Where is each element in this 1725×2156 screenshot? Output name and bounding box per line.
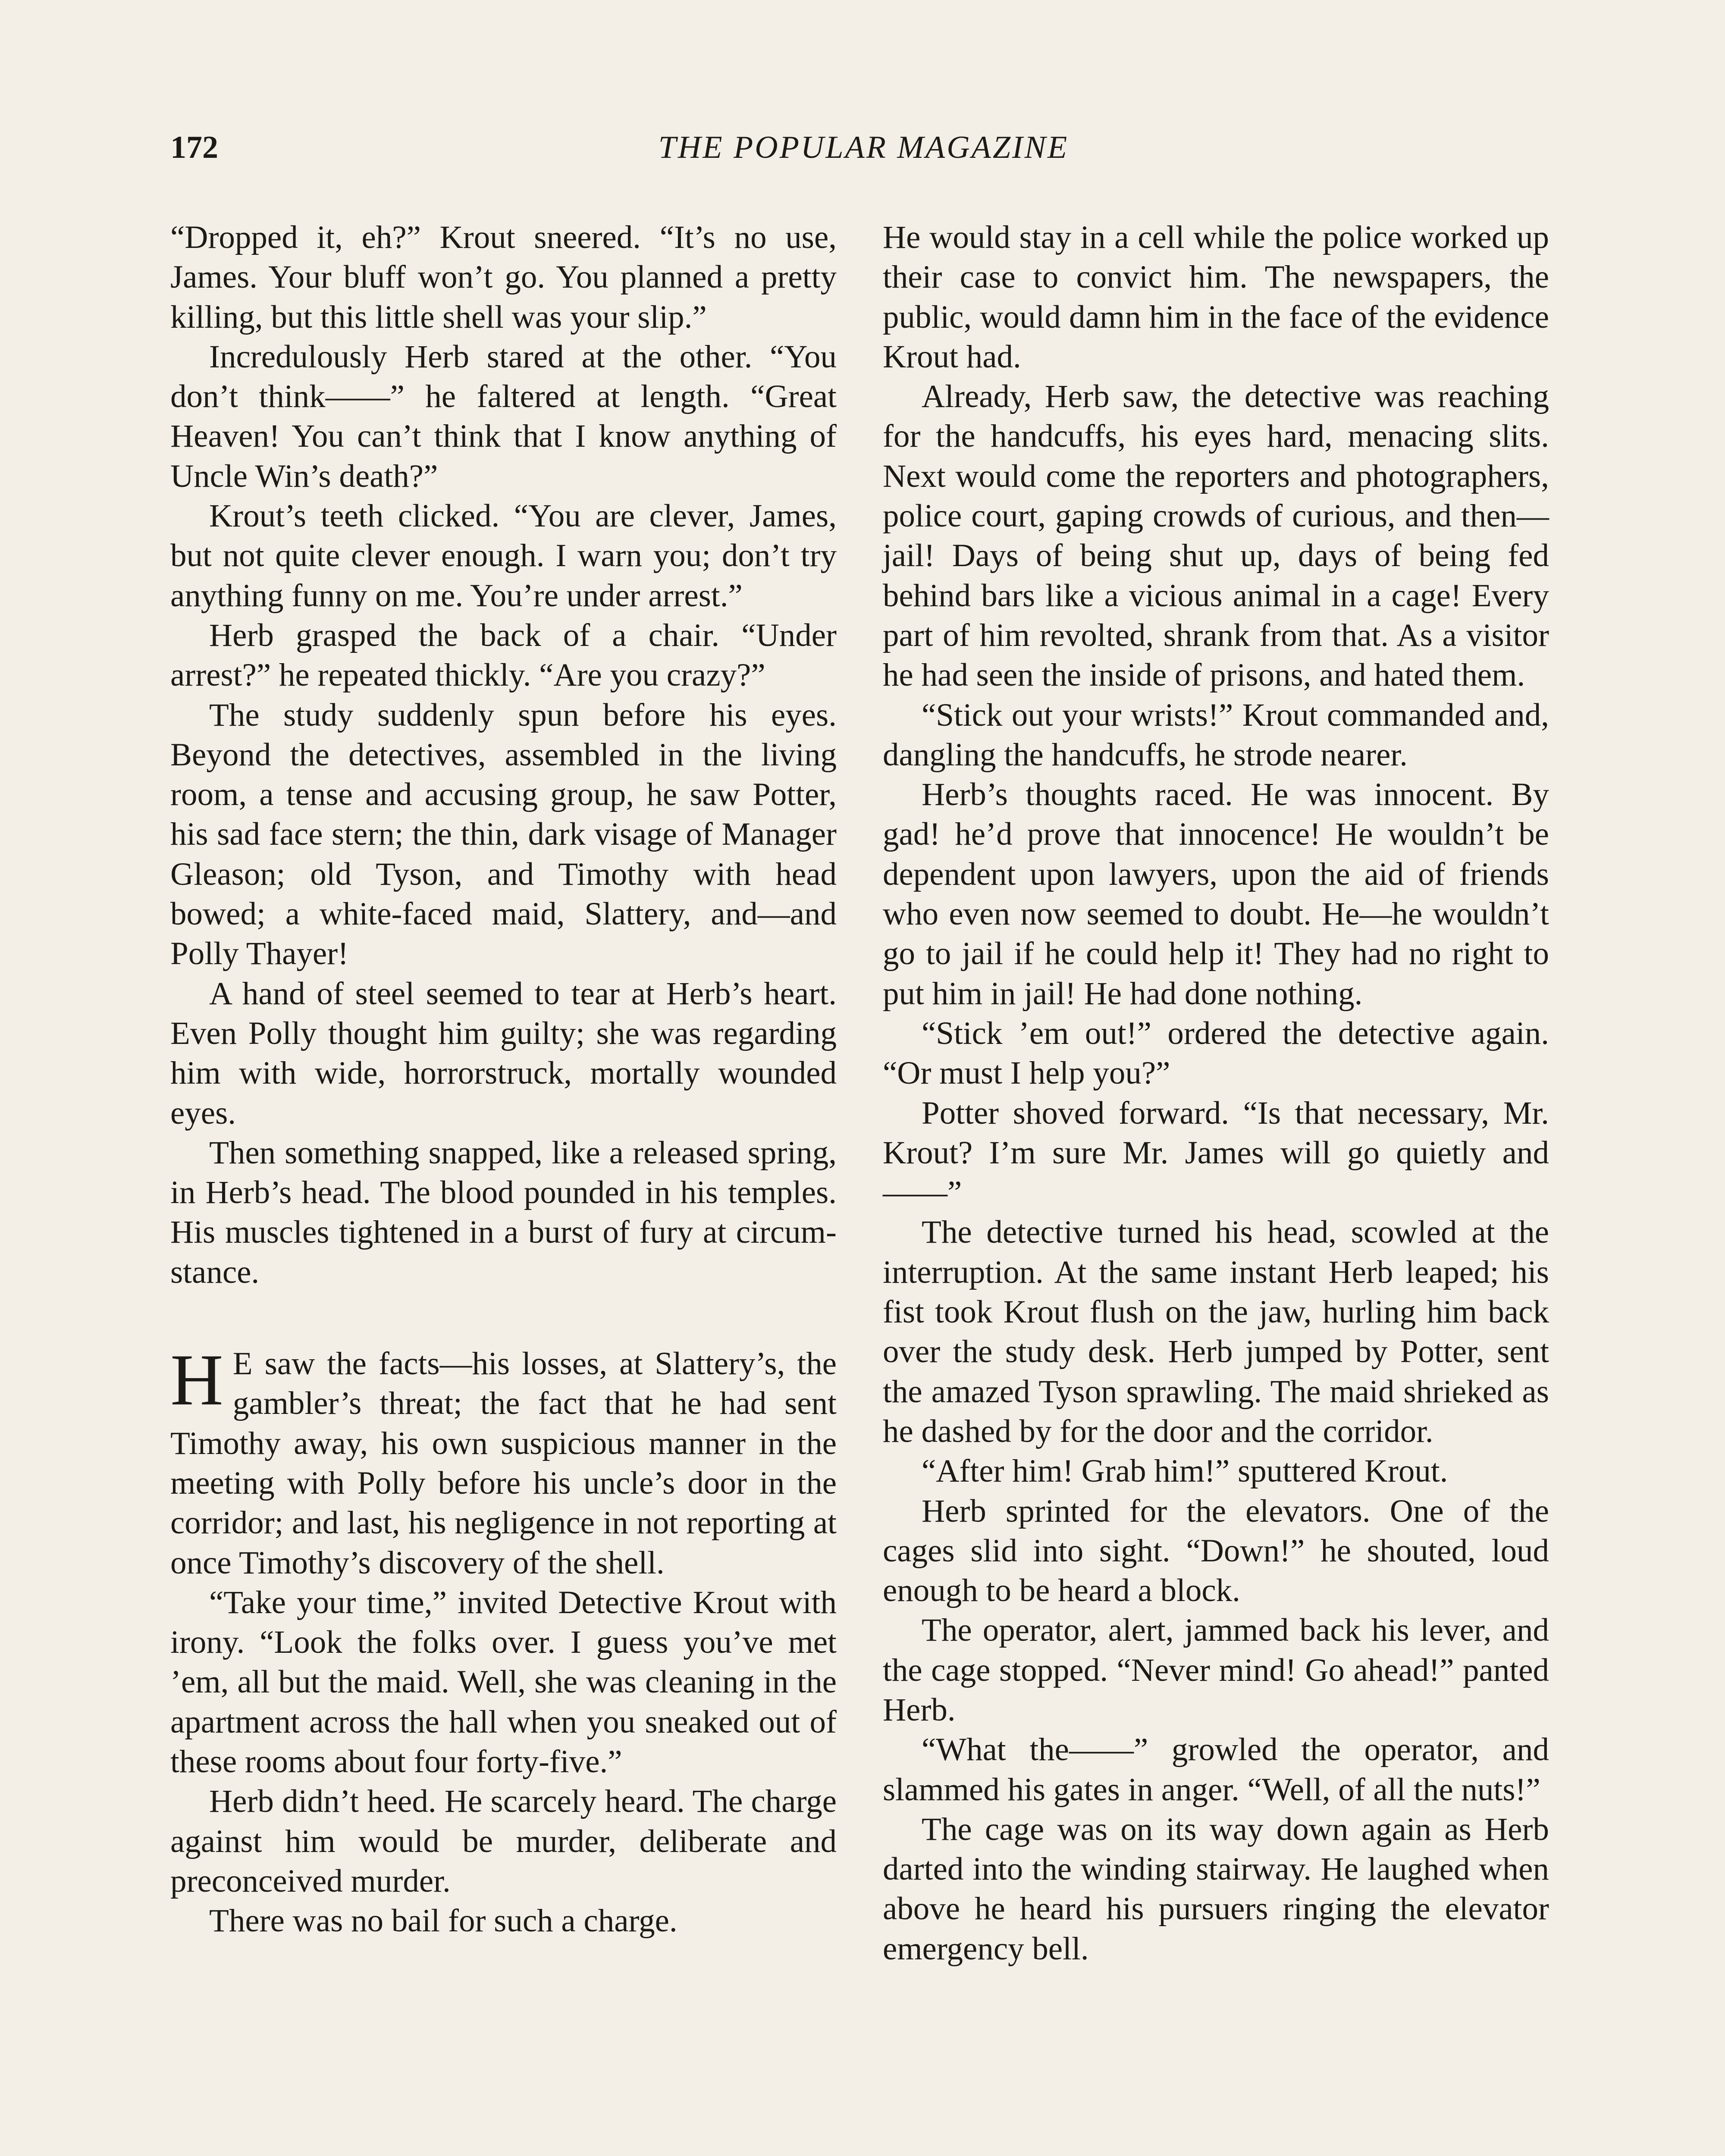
paragraph: There was no bail for such a charge.	[209, 1903, 677, 1939]
paragraph: “Take your time,” invited Detective Krout with irony. “Look the folks over. I guess you’ve met ’em, all but the maid. Well, she was cleaning in the apartment across the hall when you sneaked out of these rooms about four forty-five.”	[170, 1584, 837, 1780]
section-opening-paragraph	[170, 1339, 837, 1583]
drop-cap: H	[170, 1339, 223, 1421]
paragraph: Krout’s teeth clicked. “You are clever, James, but not quite clever enough. I warn you; don’t try anything funny on me. You’re under arrest.”	[170, 498, 837, 614]
paragraph: Then something snapped, like a released spring, in Herb’s head. The blood pounded in his temples. His muscles tightened in a burst of fury at circumstance.	[170, 1134, 837, 1290]
paragraph-continuation: He would stay in a cell while the police worked up their case to convict him. The newspapers, the public, would damn him in the face of the evidence Krout had.	[883, 219, 1549, 375]
paragraph: Herb grasped the back of a chair. “Under arrest?” he repeated thickly. “Are you crazy?”	[170, 617, 837, 693]
paragraph: “Dropped it, eh?” Krout sneered. “It’s no use, James. Your bluff won’t go. You planned a pretty killing, but this little shell was your slip.”	[170, 219, 837, 335]
paragraph: Potter shoved forward. “Is that necessary, Mr. Krout? I’m sure Mr. James will go quietly and——”	[883, 1095, 1549, 1211]
paragraph: Incredulously Herb stared at the other. “You don’t think——” he faltered at length. “Great Heaven! You can’t think that I know anything of Uncle Win’s death?”	[170, 338, 837, 494]
paragraph: “What the——” growled the operator, and slammed his gates in anger. “Well, of all the nuts!”	[883, 1732, 1549, 1808]
right-column	[883, 218, 1549, 1969]
page-header	[170, 129, 1557, 181]
section-break	[170, 1292, 837, 1344]
paragraph: The study suddenly spun before his eyes. Beyond the detectives, assembled in the living room, a tense and accusing group, he saw Potter, his sad face stern; the thin, dark visage of Manager Gleason; old Tyson, and Timothy with head bowed; a white-faced maid, Slattery, and—and Polly Thayer!	[170, 697, 837, 972]
paragraph: Herb didn’t heed. He scarcely heard. The charge against him would be murder, deliberate and preconceived murder.	[170, 1783, 837, 1899]
paragraph: Herb sprinted for the elevators. One of the cages slid into sight. “Down!” he shouted, loud enough to be heard a block.	[883, 1493, 1549, 1609]
paragraph: “Stick ’em out!” ordered the detective again. “Or must I help you?”	[883, 1015, 1549, 1091]
running-head: THE POPULAR MAGAZINE	[658, 130, 1069, 165]
paragraph: The cage was on its way down again as Herb darted into the winding stairway. He laughed when above he heard his pursuers ringing the elevator emergency bell.	[883, 1811, 1549, 1967]
paragraph: “After him! Grab him!” sputtered Krout.	[922, 1453, 1448, 1489]
paragraph: The detective turned his head, scowled at the interruption. At the same instant Herb leaped; his fist took Krout flush on the jaw, hurling him back over the study desk. Herb jumped by Potter, sent the amazed Tyson sprawling. The maid shrieked as he dashed by for the door and the corridor.	[883, 1214, 1549, 1449]
paragraph-text: E saw the facts—his losses, at Slattery’s, the gambler’s threat; the fact that he had sent Timothy away, his own suspicious manner in the meeting with Polly before his uncle’s door in the corridor; and last, his negligence in not reporting at once Timothy’s discovery of the shell.	[170, 1346, 837, 1581]
paragraph: Herb’s thoughts raced. He was innocent. By gad! he’d prove that innocence! He wouldn’t be dependent upon lawyers, upon the aid of friends who even now seemed to doubt. He—he wouldn’t go to jail if he could help it! They had no right to put him in jail! He had done nothing.	[883, 777, 1549, 1012]
page-number: 172	[170, 130, 218, 165]
paragraph: “Stick out your wrists!” Krout commanded and, dangling the handcuffs, he strode nearer.	[883, 697, 1549, 773]
left-column	[170, 218, 837, 1941]
paragraph: Already, Herb saw, the detective was reaching for the handcuffs, his eyes hard, menacing slits. Next would come the reporters and photographers, police court, gaping crowds of curious, and then—jail! Days of being shut up, days of being fed behind bars like a vicious animal in a cage! Every part of him revolted, shrank from that. As a visitor he had seen the inside of prisons, and hated them.	[883, 379, 1549, 693]
paragraph: The operator, alert, jammed back his lever, and the cage stopped. “Never mind! Go ahead!” panted Herb.	[883, 1612, 1549, 1728]
paragraph: A hand of steel seemed to tear at Herb’s heart. Even Polly thought him guilty; she was regarding him with wide, horrorstruck, mortally wounded eyes.	[170, 975, 837, 1131]
